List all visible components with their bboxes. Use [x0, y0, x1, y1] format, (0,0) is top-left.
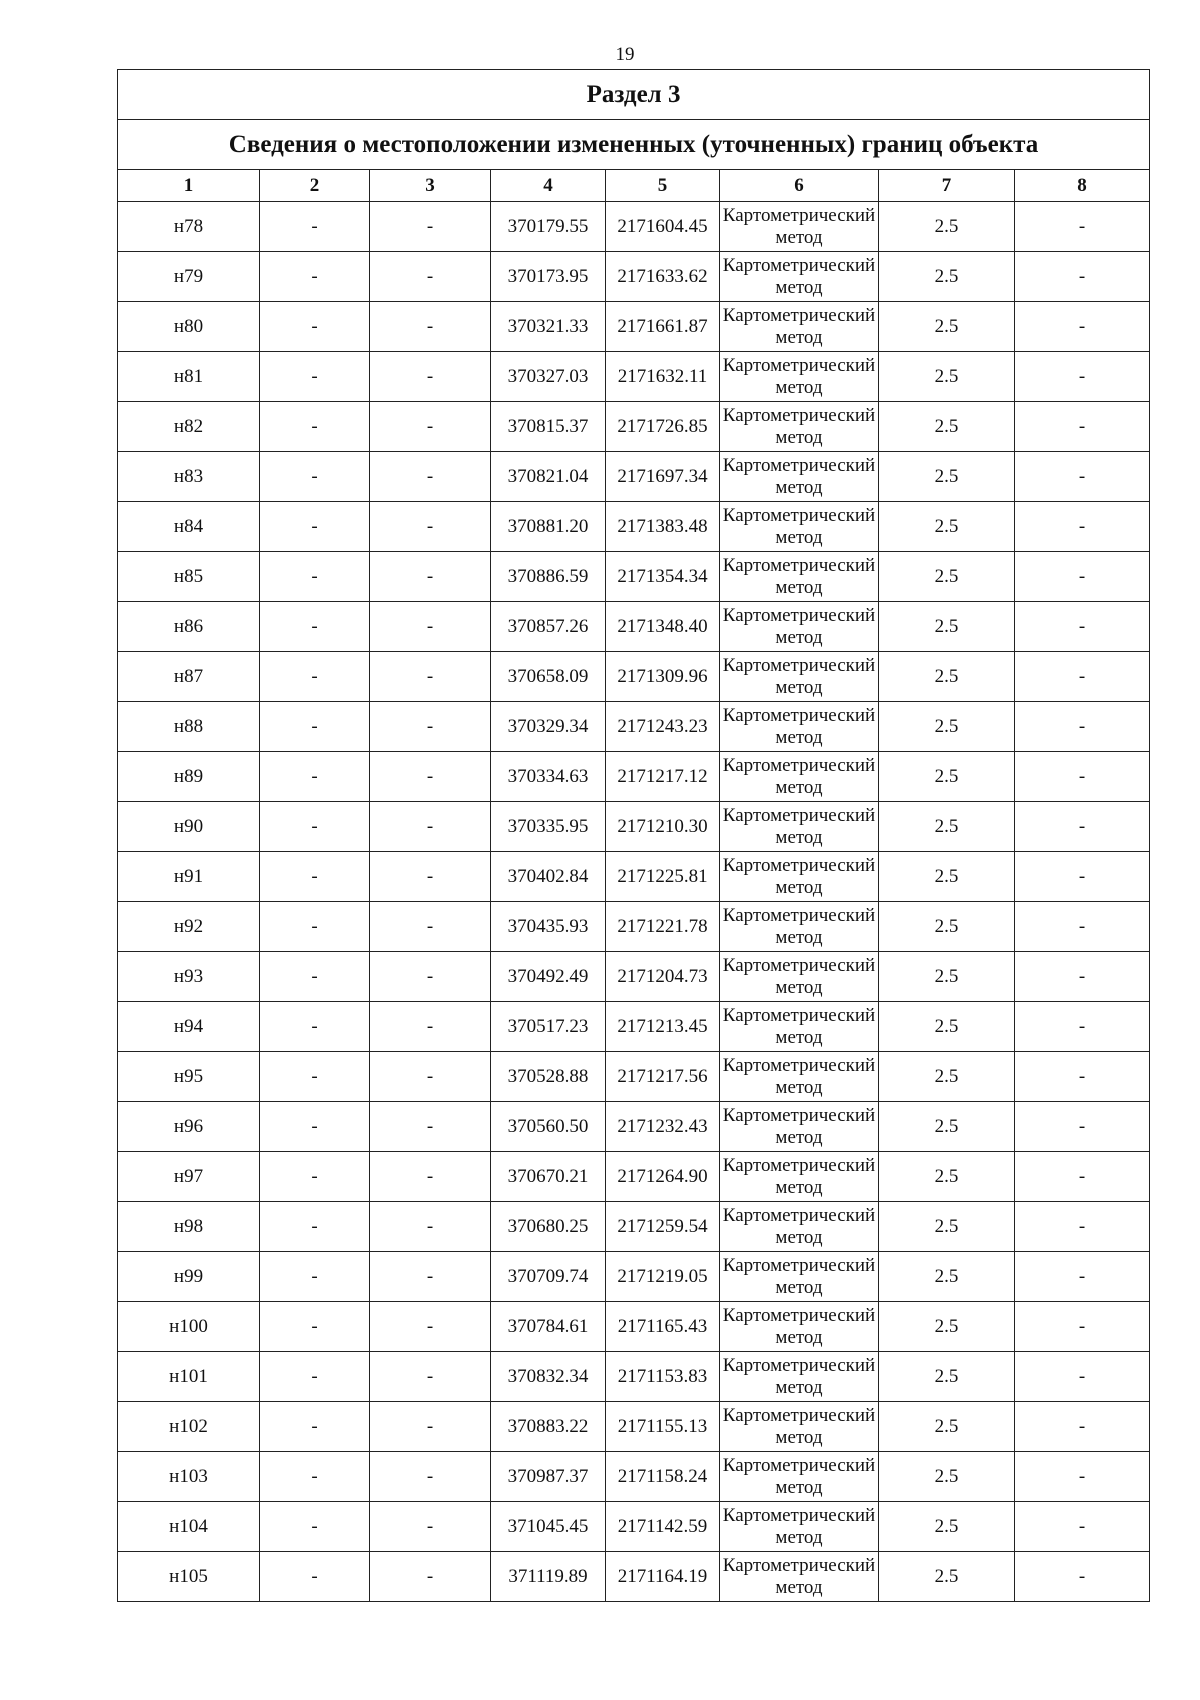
cell-col3: - — [370, 1302, 491, 1352]
section-title: Раздел 3 — [118, 70, 1150, 120]
cell-col8: - — [1015, 752, 1150, 802]
coord-y-cell: 2171697.34 — [606, 452, 720, 502]
cell-col8: - — [1015, 802, 1150, 852]
column-number: 3 — [370, 170, 491, 202]
coord-y-cell: 2171204.73 — [606, 952, 720, 1002]
coord-y-cell: 2171354.34 — [606, 552, 720, 602]
coord-y-cell: 2171348.40 — [606, 602, 720, 652]
cell-col2: - — [260, 1102, 370, 1152]
point-name-cell: н81 — [118, 352, 260, 402]
cell-col3: - — [370, 1002, 491, 1052]
column-number: 5 — [606, 170, 720, 202]
cell-col8: - — [1015, 902, 1150, 952]
method-cell: Картометрический метод — [720, 702, 879, 752]
cell-col2: - — [260, 1402, 370, 1452]
method-cell: Картометрический метод — [720, 852, 879, 902]
accuracy-cell: 2.5 — [879, 202, 1015, 252]
coord-x-cell: 370670.21 — [491, 1152, 606, 1202]
point-name-cell: н97 — [118, 1152, 260, 1202]
accuracy-cell: 2.5 — [879, 1552, 1015, 1602]
cell-col2: - — [260, 1502, 370, 1552]
accuracy-cell: 2.5 — [879, 452, 1015, 502]
cell-col8: - — [1015, 252, 1150, 302]
column-number: 4 — [491, 170, 606, 202]
method-cell: Картометрический метод — [720, 402, 879, 452]
coord-x-cell: 370680.25 — [491, 1202, 606, 1252]
cell-col3: - — [370, 502, 491, 552]
coord-y-cell: 2171225.81 — [606, 852, 720, 902]
accuracy-cell: 2.5 — [879, 852, 1015, 902]
cell-col8: - — [1015, 1002, 1150, 1052]
cell-col2: - — [260, 1452, 370, 1502]
coord-x-cell: 370987.37 — [491, 1452, 606, 1502]
cell-col2: - — [260, 1052, 370, 1102]
coord-x-cell: 370334.63 — [491, 752, 606, 802]
column-number-row — [118, 170, 1150, 202]
coord-y-cell: 2171243.23 — [606, 702, 720, 752]
method-cell: Картометрический метод — [720, 1102, 879, 1152]
cell-col3: - — [370, 1052, 491, 1102]
cell-col2: - — [260, 1552, 370, 1602]
method-cell: Картометрический метод — [720, 502, 879, 552]
point-name-cell: н82 — [118, 402, 260, 452]
coord-y-cell: 2171219.05 — [606, 1252, 720, 1302]
cell-col3: - — [370, 1202, 491, 1252]
column-number: 8 — [1015, 170, 1150, 202]
point-name-cell: н79 — [118, 252, 260, 302]
coord-x-cell: 370883.22 — [491, 1402, 606, 1452]
coord-x-cell: 370658.09 — [491, 652, 606, 702]
page-number: 19 — [615, 44, 635, 65]
column-number: 1 — [118, 170, 260, 202]
accuracy-cell: 2.5 — [879, 702, 1015, 752]
cell-col2: - — [260, 252, 370, 302]
accuracy-cell: 2.5 — [879, 752, 1015, 802]
table-row — [118, 502, 1150, 552]
point-name-cell: н89 — [118, 752, 260, 802]
coord-x-cell: 370709.74 — [491, 1252, 606, 1302]
cell-col8: - — [1015, 502, 1150, 552]
cell-col2: - — [260, 1252, 370, 1302]
coord-y-cell: 2171259.54 — [606, 1202, 720, 1252]
table-row — [118, 1152, 1150, 1202]
cell-col3: - — [370, 252, 491, 302]
point-name-cell: н88 — [118, 702, 260, 752]
cell-col8: - — [1015, 652, 1150, 702]
cell-col3: - — [370, 552, 491, 602]
cell-col8: - — [1015, 852, 1150, 902]
accuracy-cell: 2.5 — [879, 1052, 1015, 1102]
method-cell: Картометрический метод — [720, 952, 879, 1002]
point-name-cell: н101 — [118, 1352, 260, 1402]
point-name-cell: н94 — [118, 1002, 260, 1052]
accuracy-cell: 2.5 — [879, 1102, 1015, 1152]
cell-col2: - — [260, 1202, 370, 1252]
accuracy-cell: 2.5 — [879, 352, 1015, 402]
point-name-cell: н104 — [118, 1502, 260, 1552]
coord-x-cell: 370815.37 — [491, 402, 606, 452]
coord-x-cell: 371045.45 — [491, 1502, 606, 1552]
coord-y-cell: 2171264.90 — [606, 1152, 720, 1202]
cell-col8: - — [1015, 1202, 1150, 1252]
point-name-cell: н90 — [118, 802, 260, 852]
section-subtitle-row — [118, 120, 1150, 170]
coord-y-cell: 2171210.30 — [606, 802, 720, 852]
cell-col8: - — [1015, 1352, 1150, 1402]
cell-col8: - — [1015, 302, 1150, 352]
table-row — [118, 1552, 1150, 1602]
coord-x-cell: 370335.95 — [491, 802, 606, 852]
accuracy-cell: 2.5 — [879, 552, 1015, 602]
coord-y-cell: 2171217.56 — [606, 1052, 720, 1102]
coord-y-cell: 2171221.78 — [606, 902, 720, 952]
coord-y-cell: 2171217.12 — [606, 752, 720, 802]
cell-col8: - — [1015, 1152, 1150, 1202]
method-cell: Картометрический метод — [720, 602, 879, 652]
coord-x-cell: 370528.88 — [491, 1052, 606, 1102]
section-subtitle: Сведения о местоположении измененных (уточненных) границ объекта — [118, 120, 1150, 170]
coord-x-cell: 371119.89 — [491, 1552, 606, 1602]
coord-y-cell: 2171165.43 — [606, 1302, 720, 1352]
table-row — [118, 452, 1150, 502]
cell-col3: - — [370, 1452, 491, 1502]
coord-y-cell: 2171153.83 — [606, 1352, 720, 1402]
table-row — [118, 1502, 1150, 1552]
coord-x-cell: 370821.04 — [491, 452, 606, 502]
cell-col2: - — [260, 502, 370, 552]
coord-x-cell: 370179.55 — [491, 202, 606, 252]
cell-col8: - — [1015, 1402, 1150, 1452]
table-row — [118, 1002, 1150, 1052]
method-cell: Картометрический метод — [720, 1302, 879, 1352]
coord-y-cell: 2171142.59 — [606, 1502, 720, 1552]
cell-col8: - — [1015, 202, 1150, 252]
table-row — [118, 552, 1150, 602]
cell-col2: - — [260, 352, 370, 402]
cell-col3: - — [370, 802, 491, 852]
table-row — [118, 1052, 1150, 1102]
point-name-cell: н84 — [118, 502, 260, 552]
method-cell: Картометрический метод — [720, 1052, 879, 1102]
point-name-cell: н95 — [118, 1052, 260, 1102]
point-name-cell: н78 — [118, 202, 260, 252]
point-name-cell: н100 — [118, 1302, 260, 1352]
cell-col2: - — [260, 452, 370, 502]
point-name-cell: н85 — [118, 552, 260, 602]
method-cell: Картометрический метод — [720, 302, 879, 352]
point-name-cell: н91 — [118, 852, 260, 902]
table-row — [118, 1102, 1150, 1152]
point-name-cell: н83 — [118, 452, 260, 502]
table-row — [118, 652, 1150, 702]
column-number: 7 — [879, 170, 1015, 202]
table-row — [118, 202, 1150, 252]
cell-col8: - — [1015, 402, 1150, 452]
coord-y-cell: 2171632.11 — [606, 352, 720, 402]
method-cell: Картометрический метод — [720, 1502, 879, 1552]
cell-col8: - — [1015, 452, 1150, 502]
table-row — [118, 402, 1150, 452]
coord-y-cell: 2171309.96 — [606, 652, 720, 702]
accuracy-cell: 2.5 — [879, 1202, 1015, 1252]
cell-col8: - — [1015, 702, 1150, 752]
cell-col8: - — [1015, 1252, 1150, 1302]
boundary-table — [117, 69, 1150, 1602]
accuracy-cell: 2.5 — [879, 1452, 1015, 1502]
cell-col2: - — [260, 652, 370, 702]
method-cell: Картометрический метод — [720, 1202, 879, 1252]
point-name-cell: н102 — [118, 1402, 260, 1452]
table-row — [118, 1402, 1150, 1452]
cell-col2: - — [260, 1152, 370, 1202]
cell-col3: - — [370, 652, 491, 702]
accuracy-cell: 2.5 — [879, 1302, 1015, 1352]
cell-col3: - — [370, 202, 491, 252]
table-row — [118, 852, 1150, 902]
cell-col8: - — [1015, 1552, 1150, 1602]
method-cell: Картометрический метод — [720, 1552, 879, 1602]
table-row — [118, 602, 1150, 652]
cell-col8: - — [1015, 552, 1150, 602]
table-row — [118, 802, 1150, 852]
table-row — [118, 902, 1150, 952]
cell-col3: - — [370, 1352, 491, 1402]
cell-col8: - — [1015, 1302, 1150, 1352]
cell-col3: - — [370, 352, 491, 402]
cell-col3: - — [370, 402, 491, 452]
cell-col2: - — [260, 602, 370, 652]
point-name-cell: н87 — [118, 652, 260, 702]
cell-col8: - — [1015, 352, 1150, 402]
cell-col8: - — [1015, 1102, 1150, 1152]
table-row — [118, 1202, 1150, 1252]
method-cell: Картометрический метод — [720, 1152, 879, 1202]
section-title-row — [118, 70, 1150, 120]
accuracy-cell: 2.5 — [879, 302, 1015, 352]
column-number: 2 — [260, 170, 370, 202]
coord-x-cell: 370492.49 — [491, 952, 606, 1002]
cell-col2: - — [260, 702, 370, 752]
cell-col3: - — [370, 852, 491, 902]
accuracy-cell: 2.5 — [879, 902, 1015, 952]
table-row — [118, 752, 1150, 802]
cell-col3: - — [370, 902, 491, 952]
cell-col2: - — [260, 402, 370, 452]
method-cell: Картометрический метод — [720, 1352, 879, 1402]
coord-x-cell: 370517.23 — [491, 1002, 606, 1052]
method-cell: Картометрический метод — [720, 652, 879, 702]
point-name-cell: н96 — [118, 1102, 260, 1152]
cell-col2: - — [260, 1002, 370, 1052]
coord-x-cell: 370173.95 — [491, 252, 606, 302]
cell-col3: - — [370, 302, 491, 352]
cell-col2: - — [260, 852, 370, 902]
coord-y-cell: 2171164.19 — [606, 1552, 720, 1602]
cell-col8: - — [1015, 602, 1150, 652]
cell-col2: - — [260, 202, 370, 252]
method-cell: Картометрический метод — [720, 1452, 879, 1502]
cell-col3: - — [370, 602, 491, 652]
accuracy-cell: 2.5 — [879, 1252, 1015, 1302]
coord-x-cell: 370857.26 — [491, 602, 606, 652]
coord-y-cell: 2171213.45 — [606, 1002, 720, 1052]
accuracy-cell: 2.5 — [879, 652, 1015, 702]
cell-col3: - — [370, 1102, 491, 1152]
method-cell: Картометрический метод — [720, 552, 879, 602]
accuracy-cell: 2.5 — [879, 802, 1015, 852]
cell-col3: - — [370, 1502, 491, 1552]
cell-col3: - — [370, 752, 491, 802]
coord-x-cell: 370321.33 — [491, 302, 606, 352]
point-name-cell: н92 — [118, 902, 260, 952]
point-name-cell: н103 — [118, 1452, 260, 1502]
cell-col3: - — [370, 702, 491, 752]
coord-x-cell: 370832.34 — [491, 1352, 606, 1402]
cell-col2: - — [260, 1352, 370, 1402]
cell-col3: - — [370, 952, 491, 1002]
point-name-cell: н99 — [118, 1252, 260, 1302]
point-name-cell: н105 — [118, 1552, 260, 1602]
accuracy-cell: 2.5 — [879, 1352, 1015, 1402]
accuracy-cell: 2.5 — [879, 952, 1015, 1002]
method-cell: Картометрический метод — [720, 252, 879, 302]
coord-y-cell: 2171604.45 — [606, 202, 720, 252]
accuracy-cell: 2.5 — [879, 502, 1015, 552]
coord-y-cell: 2171383.48 — [606, 502, 720, 552]
table-row — [118, 1352, 1150, 1402]
coord-y-cell: 2171661.87 — [606, 302, 720, 352]
coord-x-cell: 370435.93 — [491, 902, 606, 952]
coord-x-cell: 370402.84 — [491, 852, 606, 902]
cell-col2: - — [260, 552, 370, 602]
accuracy-cell: 2.5 — [879, 602, 1015, 652]
table-row — [118, 302, 1150, 352]
coord-x-cell: 370329.34 — [491, 702, 606, 752]
method-cell: Картометрический метод — [720, 452, 879, 502]
coord-x-cell: 370881.20 — [491, 502, 606, 552]
point-name-cell: н98 — [118, 1202, 260, 1252]
method-cell: Картометрический метод — [720, 1252, 879, 1302]
coord-y-cell: 2171726.85 — [606, 402, 720, 452]
cell-col2: - — [260, 802, 370, 852]
accuracy-cell: 2.5 — [879, 1152, 1015, 1202]
cell-col3: - — [370, 1552, 491, 1602]
table-row — [118, 702, 1150, 752]
cell-col2: - — [260, 952, 370, 1002]
cell-col2: - — [260, 302, 370, 352]
accuracy-cell: 2.5 — [879, 1402, 1015, 1452]
cell-col3: - — [370, 1252, 491, 1302]
table-row — [118, 1452, 1150, 1502]
coord-y-cell: 2171232.43 — [606, 1102, 720, 1152]
cell-col8: - — [1015, 1452, 1150, 1502]
coord-y-cell: 2171155.13 — [606, 1402, 720, 1452]
cell-col8: - — [1015, 1052, 1150, 1102]
method-cell: Картометрический метод — [720, 202, 879, 252]
table-row — [118, 1252, 1150, 1302]
coord-y-cell: 2171633.62 — [606, 252, 720, 302]
cell-col3: - — [370, 1402, 491, 1452]
cell-col3: - — [370, 1152, 491, 1202]
cell-col2: - — [260, 752, 370, 802]
point-name-cell: н80 — [118, 302, 260, 352]
point-name-cell: н86 — [118, 602, 260, 652]
method-cell: Картометрический метод — [720, 1002, 879, 1052]
accuracy-cell: 2.5 — [879, 402, 1015, 452]
method-cell: Картометрический метод — [720, 802, 879, 852]
cell-col3: - — [370, 452, 491, 502]
coord-y-cell: 2171158.24 — [606, 1452, 720, 1502]
coord-x-cell: 370327.03 — [491, 352, 606, 402]
coord-x-cell: 370784.61 — [491, 1302, 606, 1352]
table-body — [118, 202, 1150, 1602]
coord-x-cell: 370560.50 — [491, 1102, 606, 1152]
method-cell: Картометрический метод — [720, 752, 879, 802]
table-row — [118, 352, 1150, 402]
cell-col2: - — [260, 1302, 370, 1352]
accuracy-cell: 2.5 — [879, 1502, 1015, 1552]
column-number: 6 — [720, 170, 879, 202]
method-cell: Картометрический метод — [720, 1402, 879, 1452]
method-cell: Картометрический метод — [720, 352, 879, 402]
cell-col8: - — [1015, 1502, 1150, 1552]
point-name-cell: н93 — [118, 952, 260, 1002]
table-row — [118, 952, 1150, 1002]
table-row — [118, 1302, 1150, 1352]
table-row — [118, 252, 1150, 302]
accuracy-cell: 2.5 — [879, 252, 1015, 302]
method-cell: Картометрический метод — [720, 902, 879, 952]
accuracy-cell: 2.5 — [879, 1002, 1015, 1052]
coord-x-cell: 370886.59 — [491, 552, 606, 602]
cell-col8: - — [1015, 952, 1150, 1002]
cell-col2: - — [260, 902, 370, 952]
